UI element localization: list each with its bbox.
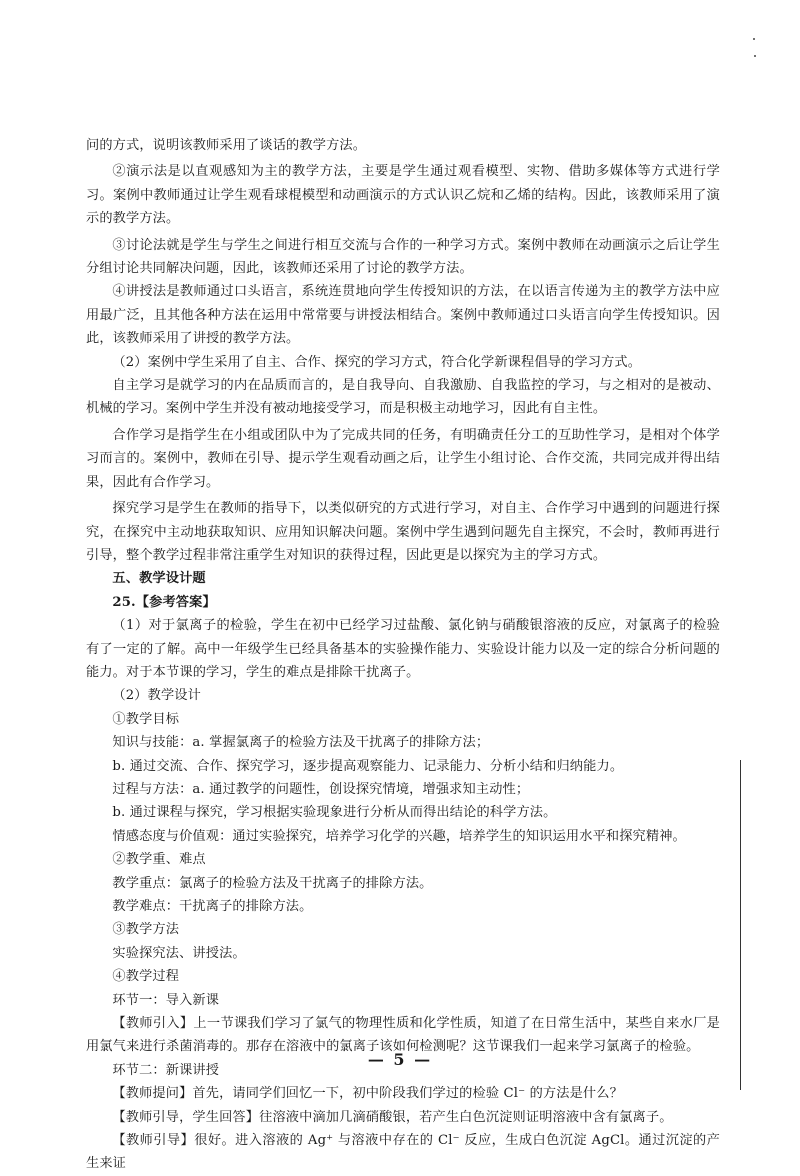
paragraph: 【教师引导】很好。进入溶液的 Ag⁺ 与溶液中存在的 Cl⁻ 反应，生成白色沉淀 AgCl。通过沉淀的产生来证 [86,1133,720,1172]
paragraph: 情感态度与价值观：通过实验探究，培养学习化学的兴趣，培养学生的知识运用水平和探究精神。 [112,828,686,844]
document-body [86,134,720,1176]
scan-speck [753,38,755,40]
page-number: — 5 — [367,1050,433,1069]
paragraph: 过程与方法：a. 通过教学的问题性，创设探究情境，增强求知主动性； [112,781,530,797]
paragraph: 五、教学设计题 [112,571,206,587]
paragraph: 环节一：导入新课 [112,992,220,1008]
paragraph: 教学重点：氯离子的检验方法及干扰离子的排除方法。 [112,875,433,891]
paragraph: ②教学重、难点 [112,852,206,868]
paragraph: b. 通过课程与探究，学习根据实验现象进行分析从而得出结论的科学方法。 [112,805,557,821]
paragraph: ②演示法是以直观感知为主的教学方法，主要是学生通过观看模型、实物、借助多媒体等方式进行学习。案例中教师通过让学生观看球棍模型和动画演示的方式认识乙烷和乙烯的结构。因此，该教师采用了演示的教学方法。 [86,164,720,227]
paragraph: 问的方式，说明该教师采用了谈话的教学方法。 [86,138,367,153]
paragraph: 自主学习是就学习的内在品质而言的，是自我导向、自我激励、自我监控的学习，与之相对的是被动、机械的学习。案例中学生并没有被动地接受学习，而是积极主动地学习，因此有自主性。 [86,378,720,417]
paragraph: ③教学方法 [112,922,180,938]
paragraph: 教学难点：干扰离子的排除方法。 [112,899,313,914]
paragraph: ④教学过程 [112,969,180,985]
paragraph: （2）案例中学生采用了自主、合作、探究的学习方式，符合化学新课程倡导的学习方式。 [112,354,642,370]
scan-edge-line [740,760,741,1090]
paragraph: 【教师提问】首先，请同学们回忆一下，初中阶段我们学过的检验 Cl⁻ 的方法是什么？ [112,1086,623,1102]
scan-speck [754,55,756,57]
paragraph: 实验探究法、讲授法。 [112,945,246,961]
paragraph: 合作学习是指学生在小组或团队中为了完成共同的任务，有明确责任分工的互助性学习，是相对个体学习而言的。案例中，教师在引导、提示学生观看动画之后，让学生小组讨论、合作交流，共同完成并得出结果，因此有合作学习。 [86,427,720,490]
paragraph: 【教师引入】上一节课我们学习了氯气的物理性质和化学性质，知道了在日常生活中，某些自来水厂是用氯气来进行杀菌消毒的。那存在溶液中的氯离子该如何检测呢？这节课我们一起来学习氯离子的检验。 [86,1016,720,1055]
paragraph: 探究学习是学生在教师的指导下，以类似研究的方式进行学习，对自主、合作学习中遇到的问题进行探究，在探究中主动地获取知识、应用知识解决问题。案例中学生遇到问题先自主探究，不会时，教师再进行引导，整个教学过程非常注重学生对知识的获得过程，因此更是以探究为主的学习方式。 [86,501,720,563]
paragraph: 知识与技能：a. 掌握氯离子的检验方法及干扰离子的排除方法； [112,735,490,751]
paragraph: 【教师引导，学生回答】往溶液中滴加几滴硝酸银，若产生白色沉淀则证明溶液中含有氯离子。 [112,1109,673,1125]
paragraph: ④讲授法是教师通过口头语言，系统连贯地向学生传授知识的方法，在以语言传递为主的教学方法中应用最广泛，且其他各种方法在运用中常常要与讲授法相结合。案例中教师通过口头语言向学生传授知识。因此，该教师采用了讲授的教学方法。 [86,284,720,347]
paragraph: ③讨论法就是学生与学生之间进行相互交流与合作的一种学习方式。案例中教师在动画演示之后让学生分组讨论共同解决问题，因此，该教师还采用了讨论的教学方法。 [86,237,720,277]
paragraph: ①教学目标 [112,711,180,727]
paragraph: b. 通过交流、合作、探究学习，逐步提高观察能力、记录能力、分析小结和归纳能力。 [112,758,624,774]
paragraph: 25.【参考答案】 [112,594,216,610]
paragraph: （1）对于氯离子的检验，学生在初中已经学习过盐酸、氯化钠与硝酸银溶液的反应，对氯离子的检验有了一定的了解。高中一年级学生已经具备基本的实验操作能力、实验设计能力以及一定的综合分析问题的能力。对于本节课的学习，学生的难点是排除干扰离子。 [86,618,720,680]
paragraph: （2）教学设计 [112,688,201,704]
paragraph: 环节二：新课讲授 [112,1062,220,1078]
